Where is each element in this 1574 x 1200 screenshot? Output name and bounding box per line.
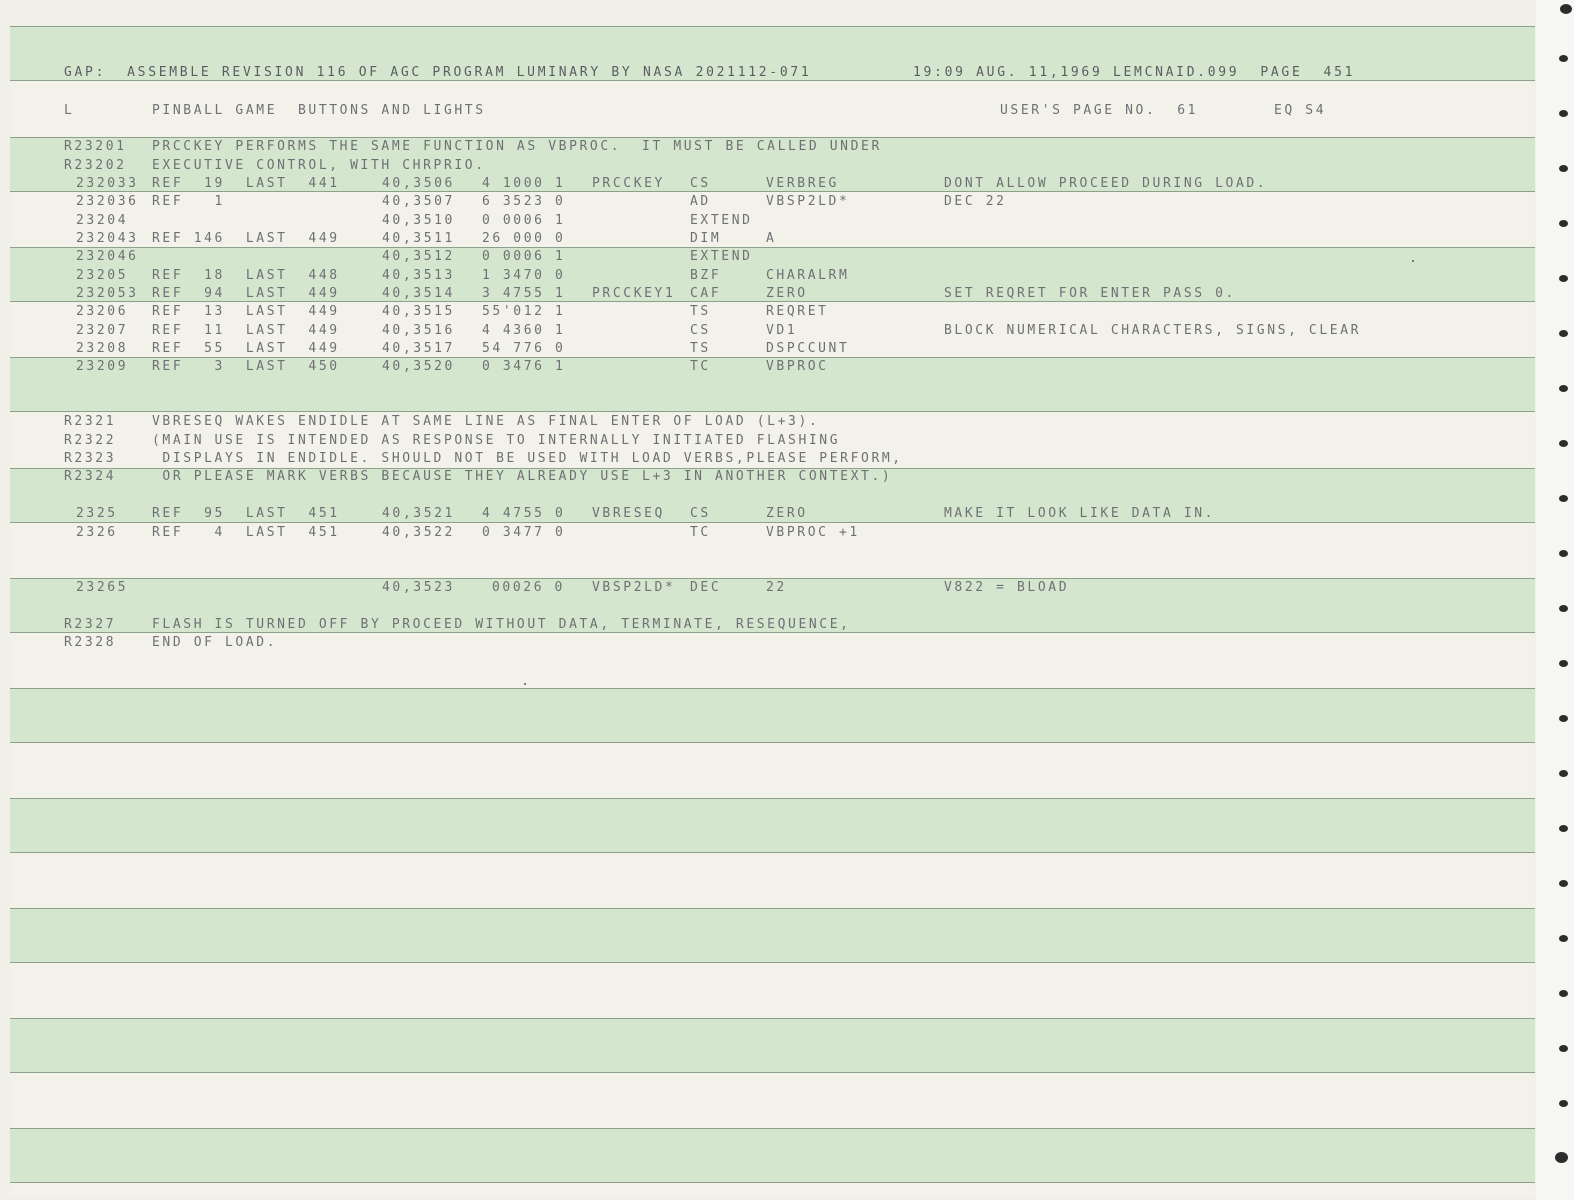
feed-hole-icon xyxy=(1560,4,1572,14)
octal-word: 4 4755 0 xyxy=(482,506,566,521)
feed-hole-icon xyxy=(1559,660,1568,667)
address: 40,3512 xyxy=(382,249,455,264)
ref-info: REF 13 LAST 449 xyxy=(152,304,340,319)
comment-text: OR PLEASE MARK VERBS BECAUSE THEY ALREADY USE L+3 IN ANOTHER CONTEXT.) xyxy=(152,469,893,484)
card-number: 23204 xyxy=(76,213,129,228)
address: 40,3514 xyxy=(382,286,455,301)
opcode: CS xyxy=(690,323,711,338)
octal-word: 6 3523 0 xyxy=(482,194,566,209)
address: 40,3520 xyxy=(382,359,455,374)
comment-text: EXECUTIVE CONTROL, WITH CHRPRIO. xyxy=(152,158,486,173)
feed-hole-icon xyxy=(1559,55,1568,62)
paper-speck xyxy=(524,683,526,685)
comment-text: PRCCKEY PERFORMS THE SAME FUNCTION AS VBPROC. IT MUST BE CALLED UNDER xyxy=(152,139,882,154)
remark: SET REQRET FOR ENTER PASS 0. xyxy=(944,286,1236,301)
operand: VBSP2LD* xyxy=(766,194,850,209)
opcode: CS xyxy=(690,176,711,191)
tractor-feed-strip xyxy=(1536,0,1574,1200)
date-page-header: 19:09 AUG. 11,1969 LEMCNAID.099 PAGE 451 xyxy=(913,65,1356,80)
address: 40,3510 xyxy=(382,213,455,228)
feed-hole-icon xyxy=(1559,880,1568,887)
feed-hole-icon xyxy=(1559,275,1568,282)
comment-text: VBRESEQ WAKES ENDIDLE AT SAME LINE AS FINAL ENTER OF LOAD (L+3). xyxy=(152,414,820,429)
operand: DSPCCUNT xyxy=(766,341,850,356)
feed-hole-icon xyxy=(1559,110,1568,117)
remark: MAKE IT LOOK LIKE DATA IN. xyxy=(944,506,1216,521)
feed-hole-icon xyxy=(1559,440,1568,447)
feed-hole-icon xyxy=(1559,165,1568,172)
green-band xyxy=(10,798,1535,853)
green-band xyxy=(10,1128,1535,1183)
card-number: 23208 xyxy=(76,341,129,356)
opcode: EXTEND xyxy=(690,213,753,228)
operand: ZERO xyxy=(766,506,808,521)
comment-text: (MAIN USE IS INTENDED AS RESPONSE TO INTERNALLY INITIATED FLASHING xyxy=(152,433,841,448)
assembly-header: GAP: ASSEMBLE REVISION 116 OF AGC PROGRAM LUMINARY BY NASA 2021112-071 xyxy=(64,65,812,80)
card-number: 2326 xyxy=(76,525,118,540)
feed-hole-icon xyxy=(1559,330,1568,337)
address: 40,3506 xyxy=(382,176,455,191)
octal-word: 26 000 0 xyxy=(482,231,566,246)
ref-info: REF 94 LAST 449 xyxy=(152,286,340,301)
opcode: DEC xyxy=(690,580,722,595)
address: 40,3517 xyxy=(382,341,455,356)
feed-hole-icon xyxy=(1559,220,1568,227)
feed-hole-icon xyxy=(1559,825,1568,832)
card-number: 23206 xyxy=(76,304,129,319)
card-number: 232043 xyxy=(76,231,139,246)
octal-word: 1 3470 0 xyxy=(482,268,566,283)
card-number: R2321 xyxy=(64,414,117,429)
opcode: TS xyxy=(690,341,711,356)
octal-word: 54 776 0 xyxy=(482,341,566,356)
operand: 22 xyxy=(766,580,787,595)
octal-word: 3 4755 1 xyxy=(482,286,566,301)
operand: CHARALRM xyxy=(766,268,850,283)
ref-info: REF 55 LAST 449 xyxy=(152,341,340,356)
ref-info: REF 19 LAST 441 xyxy=(152,176,340,191)
feed-hole-icon xyxy=(1559,715,1568,722)
symbol-label: PRCCKEY xyxy=(592,176,665,191)
remark: DONT ALLOW PROCEED DURING LOAD. xyxy=(944,176,1268,191)
octal-word: 4 4360 1 xyxy=(482,323,566,338)
opcode: TS xyxy=(690,304,711,319)
feed-hole-icon xyxy=(1559,770,1568,777)
address: 40,3523 xyxy=(382,580,455,595)
feed-hole-icon xyxy=(1555,1152,1568,1163)
feed-hole-icon xyxy=(1559,935,1568,942)
opcode: TC xyxy=(690,359,711,374)
address: 40,3521 xyxy=(382,506,455,521)
comment-text: FLASH IS TURNED OFF BY PROCEED WITHOUT DATA, TERMINATE, RESEQUENCE, xyxy=(152,617,851,632)
card-number: R2324 xyxy=(64,469,117,484)
remark: BLOCK NUMERICAL CHARACTERS, SIGNS, CLEAR xyxy=(944,323,1362,338)
card-number: R2322 xyxy=(64,433,117,448)
ref-info: REF 146 LAST 449 xyxy=(152,231,340,246)
comment-text: DISPLAYS IN ENDIDLE. SHOULD NOT BE USED WITH LOAD VERBS,PLEASE PERFORM, xyxy=(152,451,903,466)
operand: VBPROC xyxy=(766,359,829,374)
card-number: R23201 xyxy=(64,139,127,154)
operand: ZERO xyxy=(766,286,808,301)
card-number: R2328 xyxy=(64,635,117,650)
address: 40,3507 xyxy=(382,194,455,209)
feed-hole-icon xyxy=(1559,1100,1568,1107)
ref-info: REF 1 xyxy=(152,194,225,209)
symbol-label: VBSP2LD* xyxy=(592,580,676,595)
remark: V822 = BLOAD xyxy=(944,580,1070,595)
feed-hole-icon xyxy=(1559,385,1568,392)
remark: DEC 22 xyxy=(944,194,1007,209)
symbol-label: VBRESEQ xyxy=(592,506,665,521)
address: 40,3516 xyxy=(382,323,455,338)
address: 40,3513 xyxy=(382,268,455,283)
equate-label: EQ S4 xyxy=(1274,103,1327,118)
green-band xyxy=(10,908,1535,963)
ref-info: REF 3 LAST 450 xyxy=(152,359,340,374)
operand: VD1 xyxy=(766,323,798,338)
address: 40,3511 xyxy=(382,231,455,246)
feed-hole-icon xyxy=(1559,990,1568,997)
opcode: CS xyxy=(690,506,711,521)
operand: VBPROC +1 xyxy=(766,525,860,540)
ref-info: REF 4 LAST 451 xyxy=(152,525,340,540)
card-number: R2327 xyxy=(64,617,117,632)
octal-word: 0 0006 1 xyxy=(482,249,566,264)
opcode: BZF xyxy=(690,268,722,283)
octal-word: 0 3477 0 xyxy=(482,525,566,540)
octal-word: 00026 0 xyxy=(492,580,565,595)
symbol-label: PRCCKEY1 xyxy=(592,286,676,301)
column-marker: L xyxy=(64,103,75,118)
listing-sheet xyxy=(10,26,1535,1196)
card-number: 23209 xyxy=(76,359,129,374)
ref-info: REF 11 LAST 449 xyxy=(152,323,340,338)
opcode: CAF xyxy=(690,286,722,301)
section-title: PINBALL GAME BUTTONS AND LIGHTS xyxy=(152,103,486,118)
operand: VERBREG xyxy=(766,176,839,191)
card-number: 232033 xyxy=(76,176,139,191)
opcode: AD xyxy=(690,194,711,209)
opcode: DIM xyxy=(690,231,722,246)
octal-word: 55'012 1 xyxy=(482,304,566,319)
feed-hole-icon xyxy=(1559,605,1568,612)
users-page-number: USER'S PAGE NO. 61 xyxy=(1000,103,1199,118)
card-number: 232046 xyxy=(76,249,139,264)
address: 40,3522 xyxy=(382,525,455,540)
address: 40,3515 xyxy=(382,304,455,319)
opcode: TC xyxy=(690,525,711,540)
octal-word: 0 3476 1 xyxy=(482,359,566,374)
octal-word: 0 0006 1 xyxy=(482,213,566,228)
comment-text: END OF LOAD. xyxy=(152,635,278,650)
ref-info: REF 18 LAST 448 xyxy=(152,268,340,283)
card-number: 232036 xyxy=(76,194,139,209)
octal-word: 4 1000 1 xyxy=(482,176,566,191)
feed-hole-icon xyxy=(1559,1045,1568,1052)
card-number: 23207 xyxy=(76,323,129,338)
opcode: EXTEND xyxy=(690,249,753,264)
paper-speck xyxy=(1412,260,1414,262)
green-band xyxy=(10,1018,1535,1073)
ref-info: REF 95 LAST 451 xyxy=(152,506,340,521)
green-band xyxy=(10,688,1535,743)
card-number: R2323 xyxy=(64,451,117,466)
card-number: R23202 xyxy=(64,158,127,173)
feed-hole-icon xyxy=(1559,550,1568,557)
card-number: 23205 xyxy=(76,268,129,283)
operand: REQRET xyxy=(766,304,829,319)
card-number: 23265 xyxy=(76,580,129,595)
card-number: 2325 xyxy=(76,506,118,521)
operand: A xyxy=(766,231,777,246)
card-number: 232053 xyxy=(76,286,139,301)
feed-hole-icon xyxy=(1559,495,1568,502)
